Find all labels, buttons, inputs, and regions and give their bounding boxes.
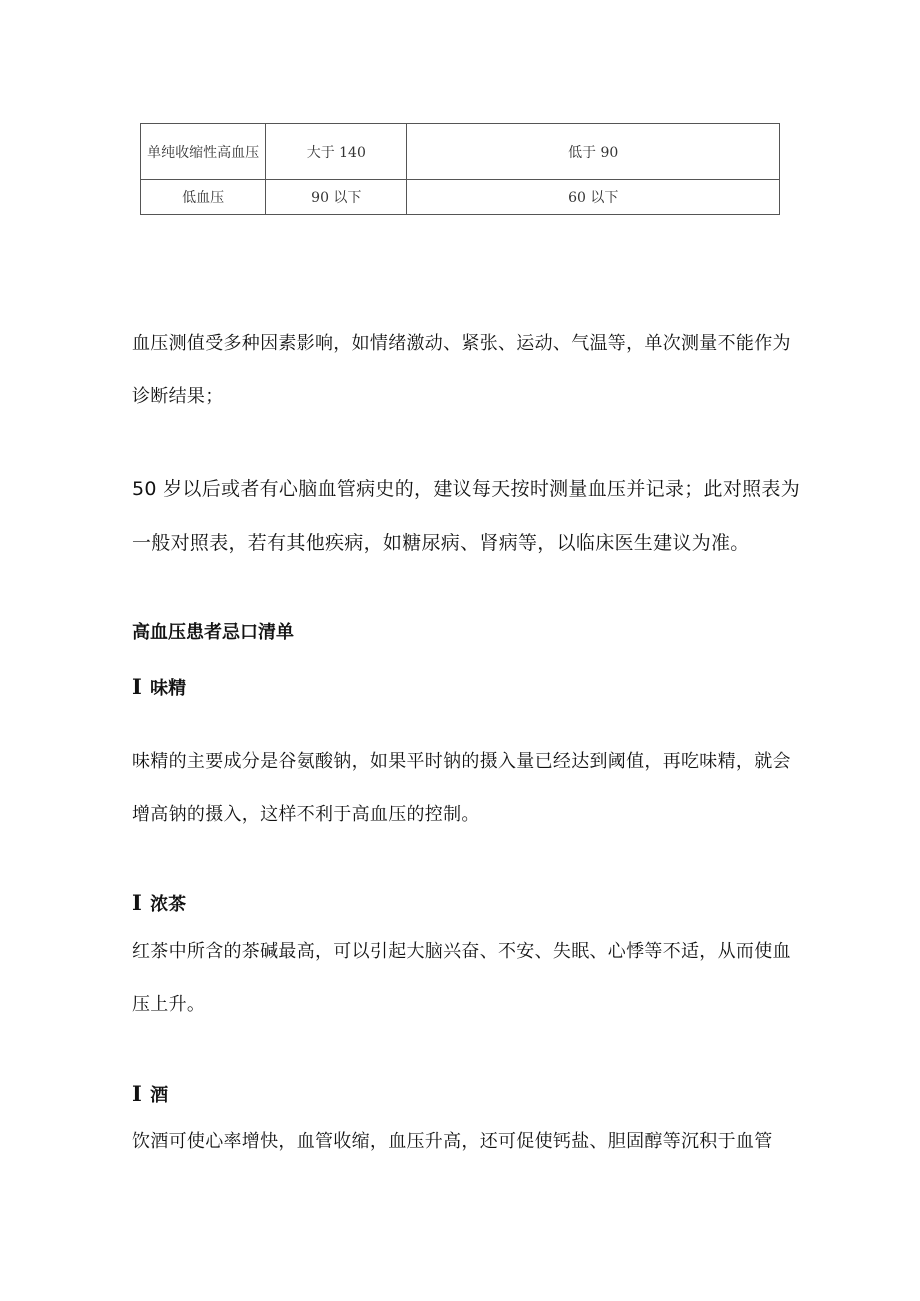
table-cell-systolic: 大于 140 — [266, 124, 407, 180]
table-cell-type: 单纯收缩性高血压 — [141, 124, 266, 180]
item-text-msg: 味精的主要成分是谷氨酸钠，如果平时钠的摄入量已经达到阈值，再吃味精，就会增高钠的摄入，这样不利于高血压的控制。 — [132, 751, 791, 825]
table-cell-diastolic: 低于 90 — [407, 124, 780, 180]
table-row — [141, 124, 780, 180]
blood-pressure-table — [140, 123, 780, 215]
item-heading-strong-tea — [132, 891, 186, 917]
paragraph-measurement-note: 血压测值受多种因素影响，如情绪激动、紧张、运动、气温等，单次测量不能作为诊断结果； — [132, 333, 791, 407]
table-cell-type: 低血压 — [141, 180, 266, 215]
list-marker: I — [132, 890, 142, 915]
list-marker: I — [132, 674, 142, 699]
item-title: 味精 — [150, 678, 187, 699]
paragraph-recording-advice: 50 岁以后或者有心脑血管病史的，建议每天按时测量血压并记录；此对照表为一般对照表，若有其他疾病，如糖尿病、肾病等，以临床医生建议为准。 — [132, 478, 801, 554]
table-cell-systolic: 90 以下 — [266, 180, 407, 215]
table-cell-diastolic: 60 以下 — [407, 180, 780, 215]
section-title: 高血压患者忌口清单 — [132, 622, 294, 643]
list-marker: I — [132, 1081, 142, 1106]
item-title: 酒 — [150, 1085, 169, 1106]
table-row — [141, 180, 780, 215]
item-title: 浓茶 — [150, 894, 187, 915]
item-text-strong-tea: 红茶中所含的茶碱最高，可以引起大脑兴奋、不安、失眠、心悸等不适，从而使血压上升。 — [132, 941, 791, 1015]
item-heading-alcohol — [132, 1082, 168, 1108]
item-heading-msg — [132, 675, 186, 701]
item-text-alcohol: 饮酒可使心率增快，血管收缩，血压升高，还可促使钙盐、胆固醇等沉积于血管 — [132, 1131, 773, 1152]
